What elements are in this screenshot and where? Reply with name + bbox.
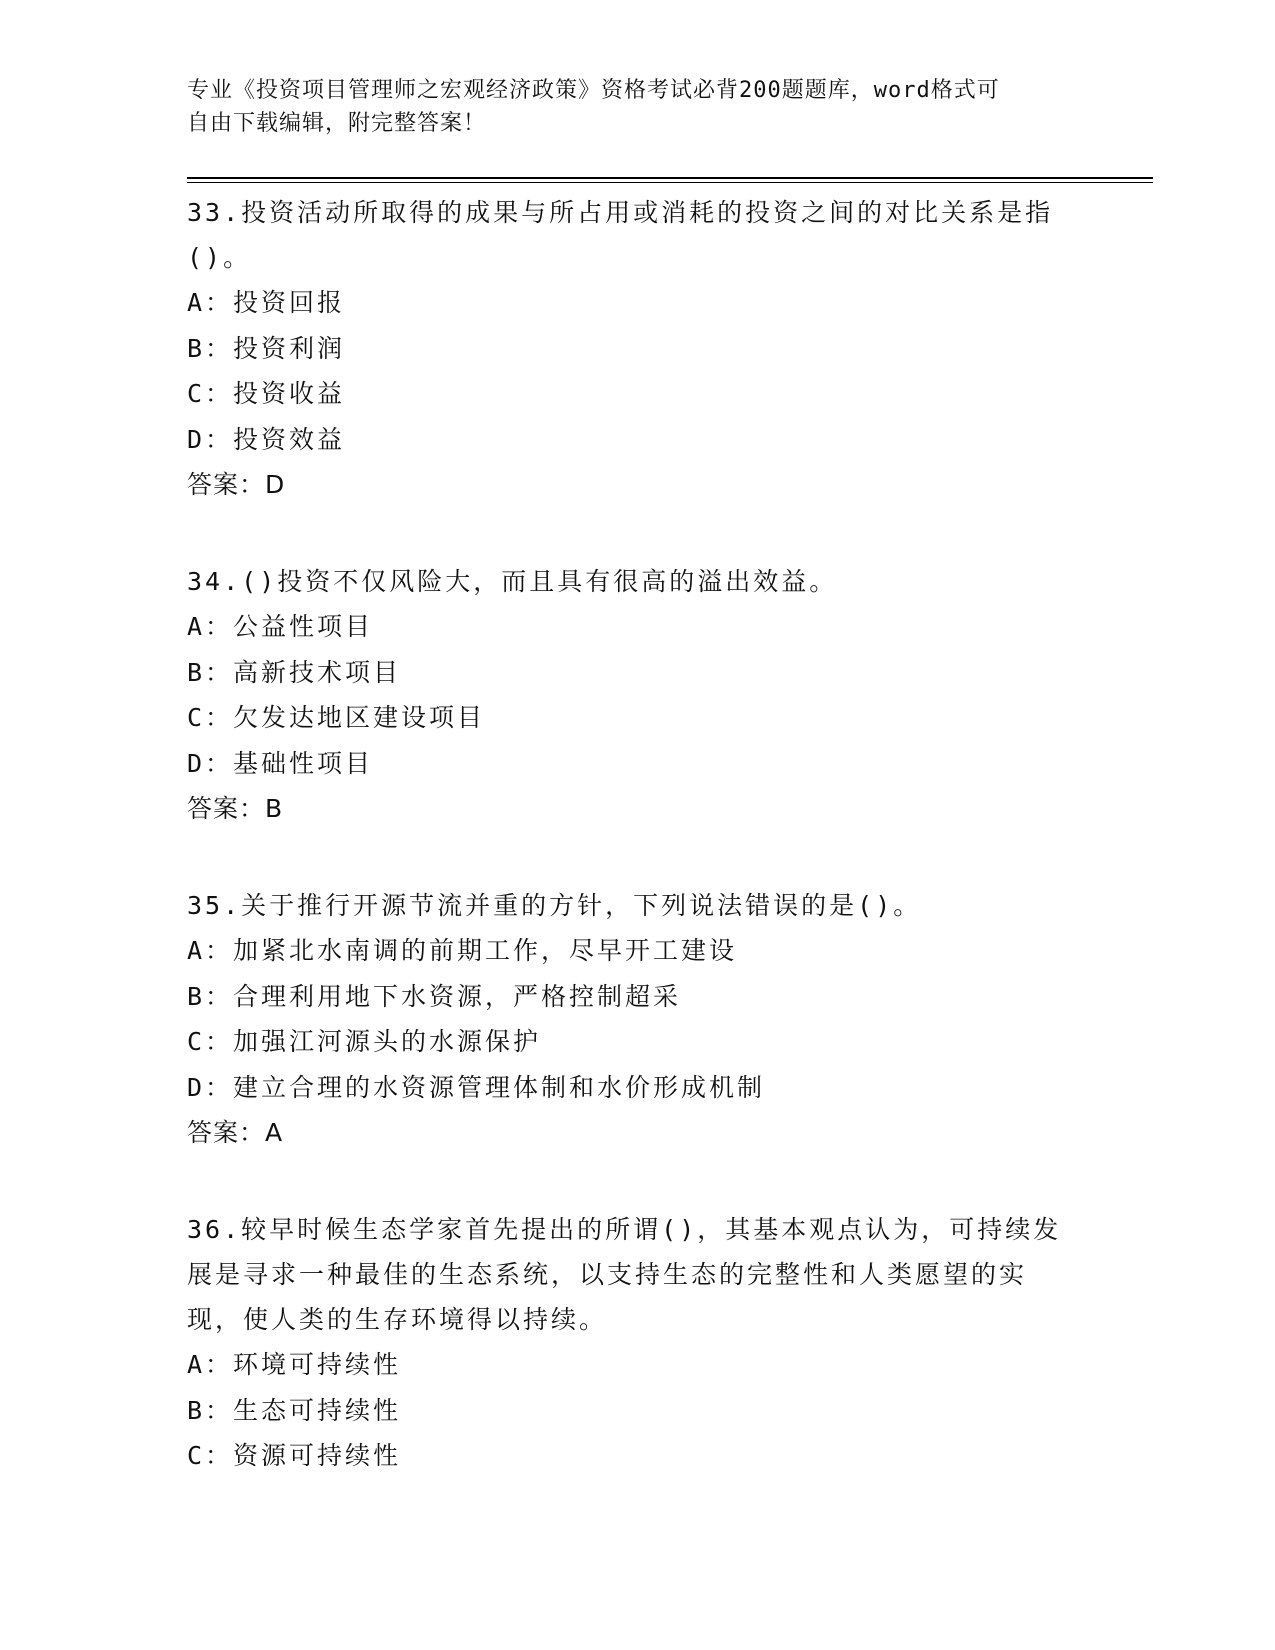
question-stem-line: 36.较早时候生态学家首先提出的所谓()，其基本观点认为，可持续发 [187,1215,1062,1244]
question-stem-line: 展是寻求一种最佳的生态系统，以支持生态的完整性和人类愿望的实 [187,1260,1028,1289]
option-c: C：加强江河源头的水源保护 [187,1027,542,1056]
option-a: A：环境可持续性 [187,1350,402,1379]
question-stem-line: 33.投资活动所取得的成果与所占用或消耗的投资之间的对比关系是指 [187,198,1054,227]
option-c: C：资源可持续性 [187,1441,402,1470]
option-a: A：投资回报 [187,288,346,317]
question-list [187,190,1087,1531]
option-b: B：合理利用地下水资源，严格控制超采 [187,981,682,1011]
question-33 [187,190,1087,507]
option-b: B：高新技术项目 [187,657,402,687]
question-36 [187,1207,1087,1479]
answer-line: 答案：B [187,794,284,823]
header-title-line-1: 专业《投资项目管理师之宏观经济政策》资格考试必背200题题库，word格式可 [187,78,1000,103]
option-b: B：投资利润 [187,333,346,363]
option-c: C：欠发达地区建设项目 [187,703,486,732]
option-a: A：加紧北水南调的前期工作，尽早开工建设 [187,936,738,965]
header-divider-thick [187,177,1153,179]
question-stem-line: 34.()投资不仅风险大，而且具有很高的溢出效益。 [187,567,838,596]
answer-line: 答案：D [187,470,286,499]
option-d: D：投资效益 [187,424,346,454]
header-title-line-2: 自由下载编辑，附完整答案！ [187,111,487,136]
question-stem-line: 35.关于推行开源节流并重的方针，下列说法错误的是()。 [187,891,922,920]
question-stem-line: ()。 [187,243,252,272]
option-d: D：基础性项目 [187,748,374,778]
document-header [187,74,1087,140]
option-d: D：建立合理的水资源管理体制和水价形成机制 [187,1072,766,1102]
header-divider-thin [187,182,1153,183]
option-c: C：投资收益 [187,379,346,408]
option-a: A：公益性项目 [187,612,374,641]
question-stem-line: 现，使人类的生存环境得以持续。 [187,1305,608,1334]
question-34 [187,559,1087,831]
question-35 [187,883,1087,1155]
answer-line: 答案：A [187,1118,284,1147]
option-b: B：生态可持续性 [187,1395,402,1425]
